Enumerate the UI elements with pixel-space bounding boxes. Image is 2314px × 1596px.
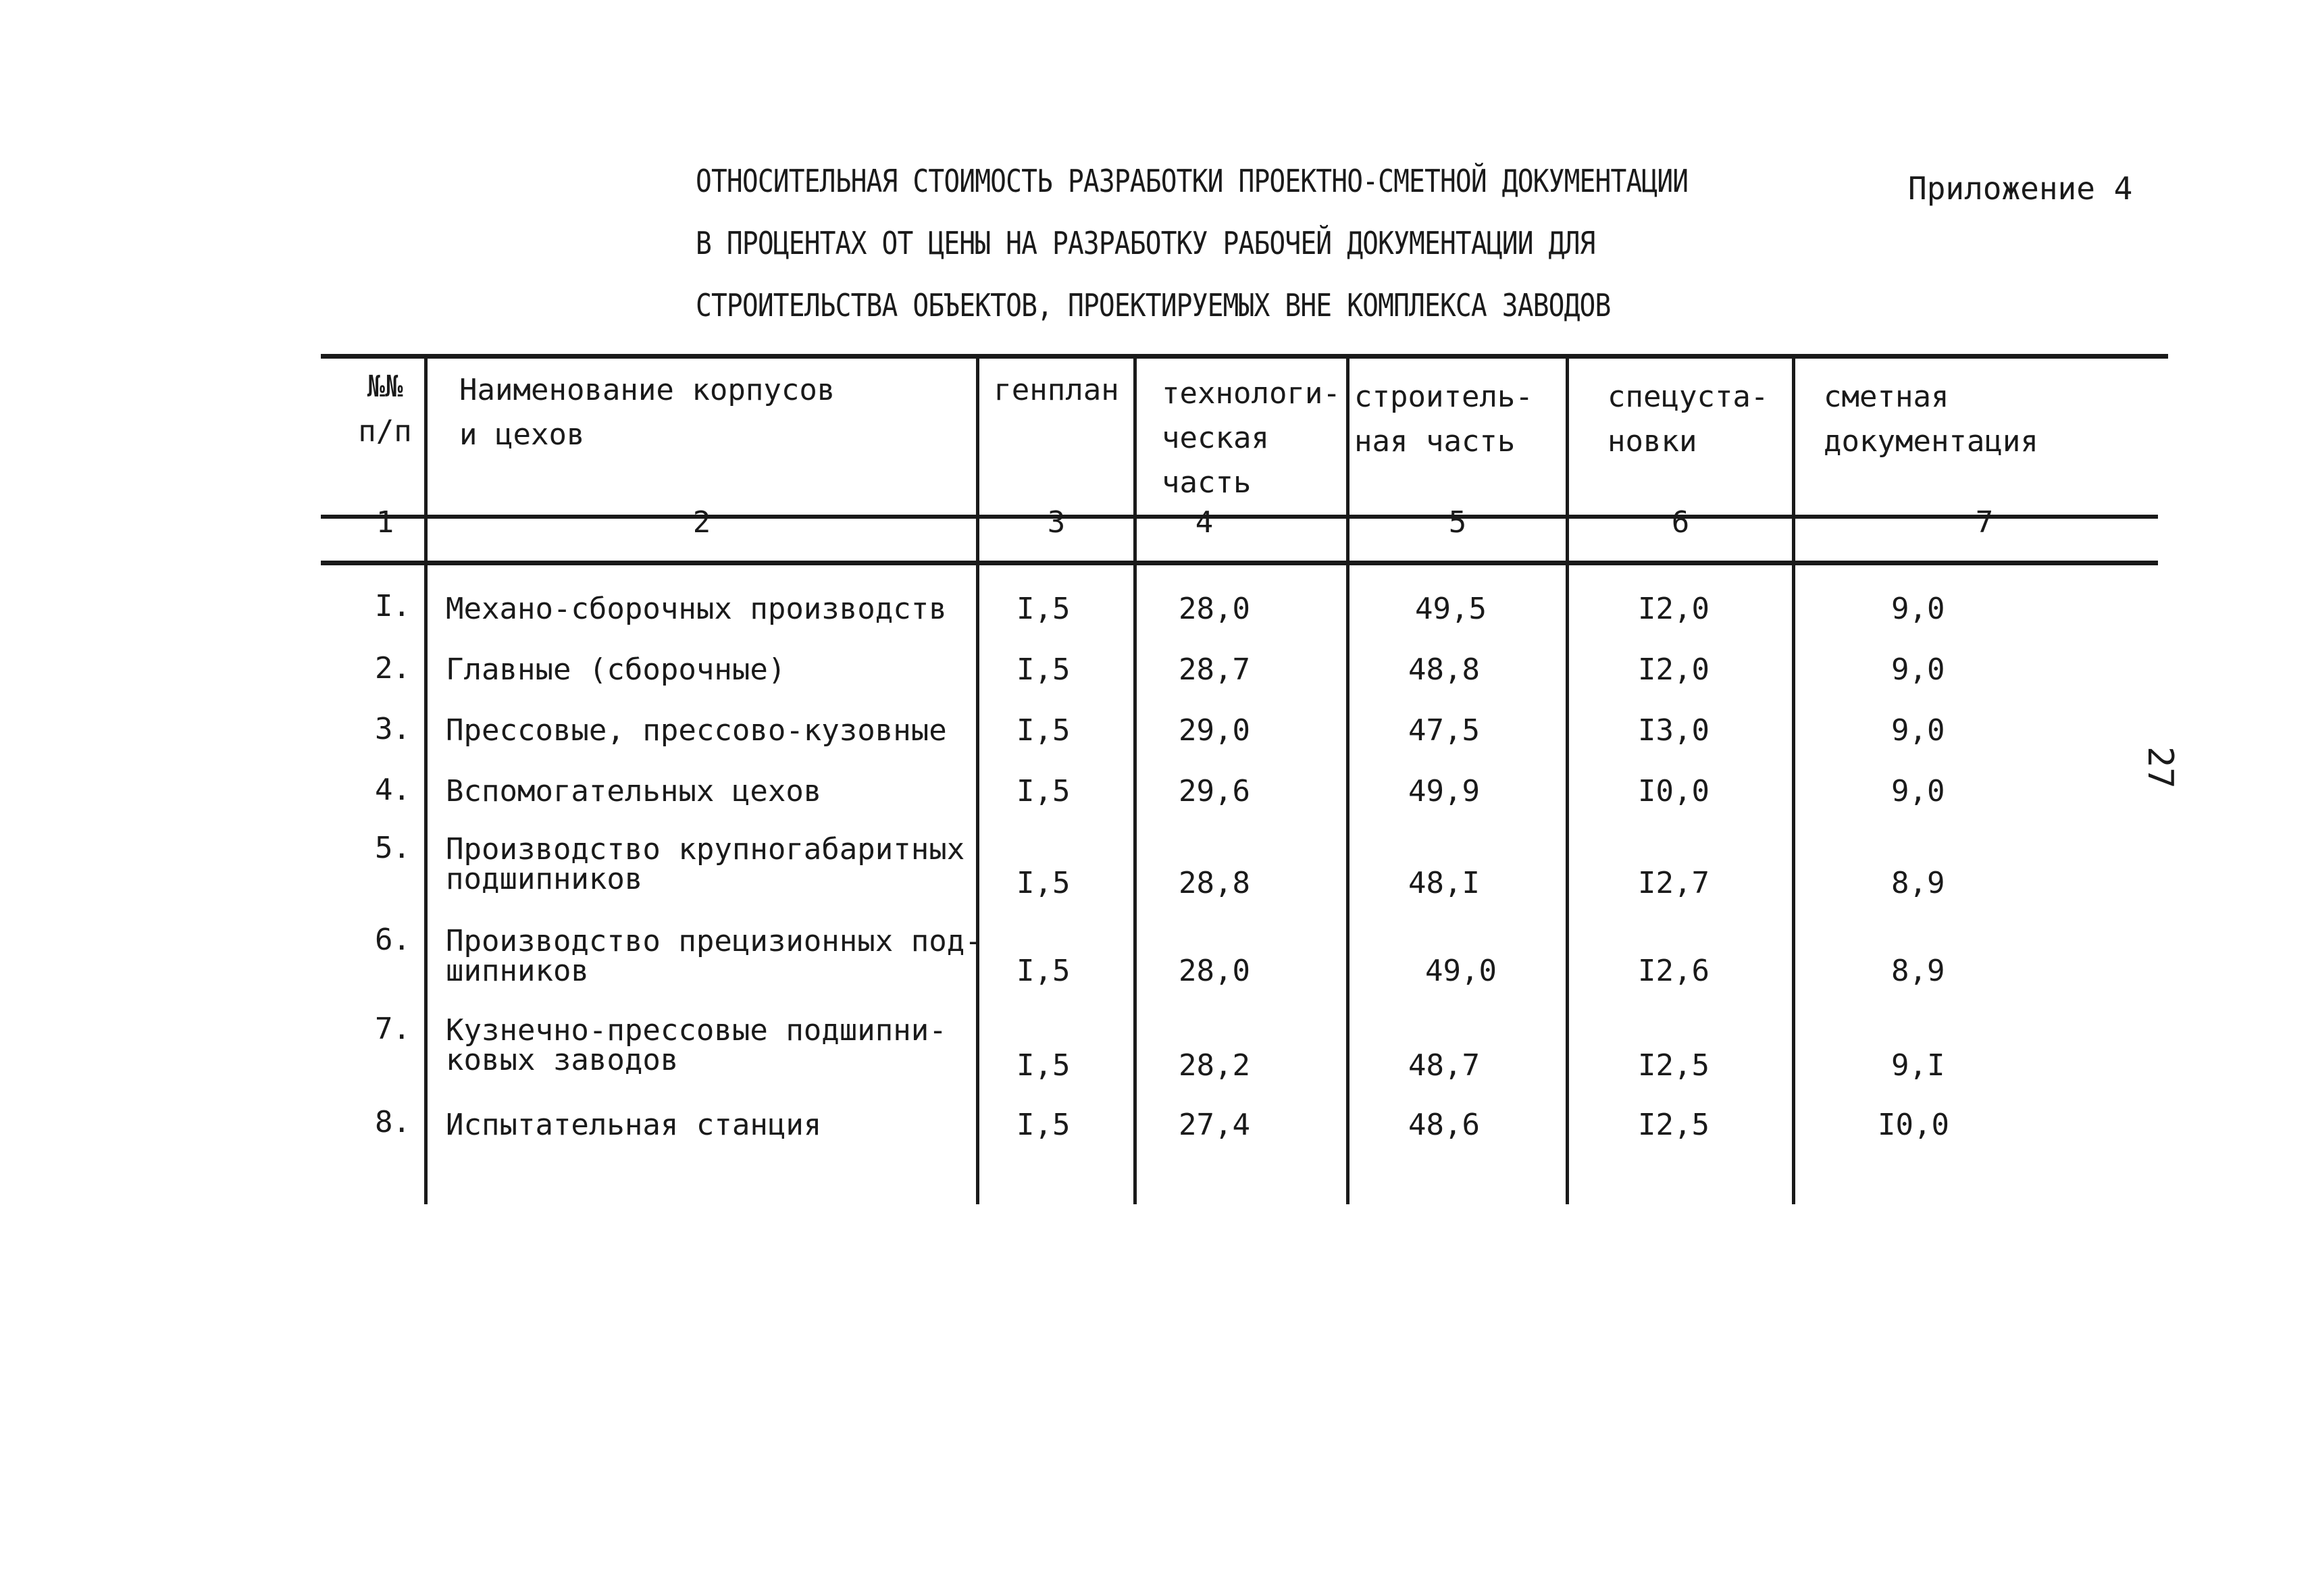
cell-technological: 28,0: [1179, 954, 1250, 988]
cell-estimate-docs: 9,0: [1891, 652, 1945, 687]
row-number: 6.: [375, 923, 411, 957]
row-number: I.: [375, 589, 411, 623]
cell-technological: 28,2: [1179, 1048, 1250, 1083]
title-line-2: В ПРОЦЕНТАХ ОТ ЦЕНЫ НА РАЗРАБОТКУ РАБОЧЕЙ ДОКУМЕНТАЦИИ ДЛЯ: [696, 225, 1595, 261]
table-top-rule: [321, 354, 2168, 359]
cell-special-installations: I2,5: [1638, 1108, 1709, 1142]
row-name: Производство крупногабаритных подшипников: [446, 832, 965, 896]
cell-special-installations: I2,0: [1638, 652, 1709, 687]
cell-technological: 28,0: [1179, 592, 1250, 626]
row-number: 4.: [375, 773, 411, 807]
row-name: Производство прецизионных под- шипников: [446, 924, 983, 988]
col-divider-6: [1792, 357, 1795, 1204]
row-number: 7.: [375, 1012, 411, 1046]
col-divider-3: [1133, 357, 1137, 1204]
page-number: 27: [2140, 746, 2180, 789]
column-number-5: 5: [1448, 505, 1467, 540]
cell-construction: 48,8: [1408, 652, 1480, 687]
cell-general-plan: I,5: [1017, 652, 1071, 687]
cell-estimate-docs: 8,9: [1891, 954, 1945, 988]
row-name: Испытательная станция: [446, 1108, 822, 1142]
cell-construction: 49,9: [1408, 774, 1480, 808]
row-number: 2.: [375, 651, 411, 686]
cell-technological: 29,0: [1179, 713, 1250, 748]
col-divider-4: [1346, 357, 1349, 1204]
cell-estimate-docs: 9,I: [1891, 1048, 1945, 1083]
column-number-rule: [321, 561, 2158, 565]
cell-general-plan: I,5: [1017, 954, 1071, 988]
header-technological: технологи- ческая часть: [1162, 376, 1341, 500]
cell-special-installations: I3,0: [1638, 713, 1709, 748]
column-number-1: 1: [376, 505, 394, 540]
title-line-1: ОТНОСИТЕЛЬНАЯ СТОИМОСТЬ РАЗРАБОТКИ ПРОЕКТНО-СМЕТНОЙ ДОКУМЕНТАЦИИ: [696, 163, 1689, 199]
cell-special-installations: I0,0: [1638, 774, 1709, 808]
title-line-3: СТРОИТЕЛЬСТВА ОБЪЕКТОВ, ПРОЕКТИРУЕМЫХ ВНЕ КОМПЛЕКСА ЗАВОДОВ: [696, 287, 1611, 324]
header-general-plan: генплан: [994, 373, 1119, 407]
cell-special-installations: I2,5: [1638, 1048, 1709, 1083]
col-divider-5: [1566, 357, 1569, 1204]
row-name: Главные (сборочные): [446, 652, 786, 687]
cell-general-plan: I,5: [1017, 866, 1071, 900]
cell-technological: 29,6: [1179, 774, 1250, 808]
header-name: Наименование корпусов и цехов: [459, 373, 835, 452]
row-name: Прессовые, прессово-кузовные: [446, 713, 947, 748]
column-number-7: 7: [1975, 505, 1994, 540]
cell-general-plan: I,5: [1017, 1108, 1071, 1142]
cell-construction: 47,5: [1408, 713, 1480, 748]
cell-special-installations: I2,0: [1638, 592, 1709, 626]
appendix-label: Приложение 4: [1908, 170, 2133, 207]
cell-construction: 49,5: [1415, 592, 1487, 626]
row-name: Вспомогательных цехов: [446, 774, 822, 808]
cell-estimate-docs: 8,9: [1891, 866, 1945, 900]
row-number: 3.: [375, 712, 411, 746]
cell-technological: 28,8: [1179, 866, 1250, 900]
cell-construction: 49,0: [1425, 954, 1497, 988]
cell-general-plan: I,5: [1017, 1048, 1071, 1083]
cell-estimate-docs: I0,0: [1878, 1108, 1949, 1142]
cell-general-plan: I,5: [1017, 713, 1071, 748]
cell-general-plan: I,5: [1017, 774, 1071, 808]
cell-construction: 48,I: [1408, 866, 1480, 900]
cell-estimate-docs: 9,0: [1891, 774, 1945, 808]
row-number: 5.: [375, 831, 411, 865]
column-number-3: 3: [1047, 505, 1066, 540]
cell-technological: 27,4: [1179, 1108, 1250, 1142]
row-name: Кузнечно-прессовые подшипни- ковых заводов: [446, 1013, 947, 1077]
cell-general-plan: I,5: [1017, 592, 1071, 626]
header-special-installations: спецуста- новки: [1608, 380, 1769, 459]
header-estimate-docs: сметная документация: [1824, 380, 2038, 459]
cell-construction: 48,7: [1408, 1048, 1480, 1083]
cell-construction: 48,6: [1408, 1108, 1480, 1142]
cell-estimate-docs: 9,0: [1891, 592, 1945, 626]
column-number-4: 4: [1195, 505, 1214, 540]
cell-special-installations: I2,7: [1638, 866, 1709, 900]
document-title: [696, 150, 1898, 336]
row-name: Механо-сборочных производств: [446, 592, 947, 626]
column-number-2: 2: [692, 505, 711, 540]
row-number: 8.: [375, 1105, 411, 1139]
header-number: №№ п/п: [358, 369, 412, 448]
cell-estimate-docs: 9,0: [1891, 713, 1945, 748]
cell-technological: 28,7: [1179, 652, 1250, 687]
col-divider-2: [976, 357, 979, 1204]
column-number-6: 6: [1671, 505, 1690, 540]
col-divider-1: [424, 357, 428, 1204]
header-construction: строитель- ная часть: [1354, 380, 1533, 459]
cell-special-installations: I2,6: [1638, 954, 1709, 988]
